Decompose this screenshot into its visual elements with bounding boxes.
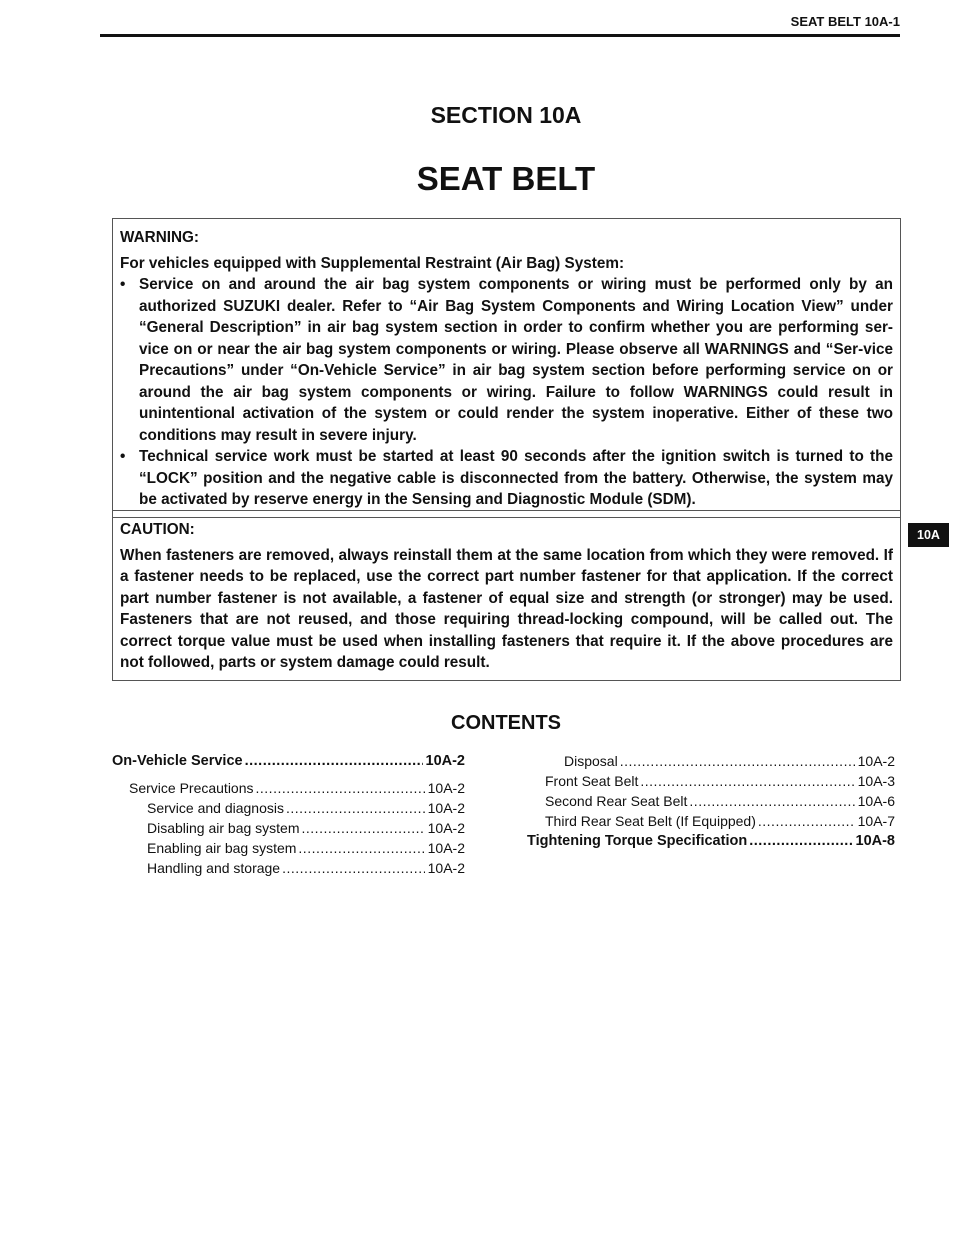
bullet-icon: •: [120, 448, 126, 465]
caution-text: When fasteners are removed, always reinstall them at the same location from which they were removed. If a fastener needs to be replaced, use the correct part number fastener for that application. If the correct part number fastener is not available, a fastener of equal size and strength (or stronger) may be used. Fasteners that are not reused, and those requiring thread-locking compound, will be called out. The correct torque value must be used when installing fasteners that require it. If the above procedures are not followed, parts or system damage could result.: [120, 546, 893, 671]
page-title: SEAT BELT: [416, 160, 596, 197]
toc-left-column: [112, 751, 465, 878]
warning-box: [112, 218, 901, 518]
toc-entry-service-and-diagnosis[interactable]: Service and diagnosis ..... 10A-2: [112, 798, 465, 818]
toc-entry-service-precautions[interactable]: Service Precautions ..... 10A-2: [112, 778, 465, 798]
toc-entry-handling-and-storage[interactable]: Handling and storage ..... 10A-2: [112, 858, 465, 878]
warning-intro: For vehicles equipped with Supplemental Restraint (Air Bag) System:: [120, 254, 625, 272]
toc-entry-disposal[interactable]: Disposal ..... 10A-2: [527, 751, 895, 771]
warning-bullet: [120, 274, 893, 446]
caution-label: CAUTION:: [120, 521, 195, 538]
section-title: SECTION 10A: [430, 102, 582, 128]
warning-bullet: [120, 446, 893, 511]
warning-bullet-text: Service on and around the air bag system components or wiring must be performed only by an authorized SUZUKI dealer. Refer to “Air Bag System Components and Wiring Location View” under “General Description” in air bag system section in order to confirm whether you are performing ser-vice on or near the air bag system components or wiring. Please observe all WARNINGS and “Ser-vice Precautions” under “On-Vehicle Service” in air bag system section before performing service on or around the air bag system components or wiring. Failure to follow WARNINGS could result in unintentional activation of the system or could render the system inoperative. Either of these two conditions may result in severe injury.: [139, 276, 893, 444]
toc-entry-on-vehicle-service[interactable]: On-Vehicle Service ..... 10A-2: [112, 751, 465, 771]
contents-title: CONTENTS: [451, 712, 561, 734]
running-header: SEAT BELT 10A-1: [790, 14, 900, 29]
header-rule: [100, 34, 900, 37]
toc-right-column: [527, 751, 895, 851]
caution-box: [112, 510, 901, 681]
toc-entry-enabling-air-bag[interactable]: Enabling air bag system ..... 10A-2: [112, 838, 465, 858]
toc-entry-front-seat-belt[interactable]: Front Seat Belt ..... 10A-3: [527, 771, 895, 791]
warning-bullet-text: Technical service work must be started at least 90 seconds after the ignition switch is turned to the “LOCK” position and the negative cable is disconnected from the battery. Otherwise, the system may be activated by reserve energy in the Sensing and Diagnostic Module (SDM).: [139, 448, 893, 508]
warning-bullet-list: [120, 274, 893, 511]
toc-entry-third-rear-seat-belt[interactable]: Third Rear Seat Belt (If Equipped) ..... 10A-7: [527, 811, 895, 831]
section-tab: 10A: [908, 523, 949, 547]
bullet-icon: •: [120, 276, 126, 293]
toc-entry-disabling-air-bag[interactable]: Disabling air bag system ..... 10A-2: [112, 818, 465, 838]
toc-entry-second-rear-seat-belt[interactable]: Second Rear Seat Belt ..... 10A-6: [527, 791, 895, 811]
toc-entry-tightening-torque[interactable]: Tightening Torque Specification ..... 10A-8: [527, 831, 895, 851]
warning-label: WARNING:: [120, 229, 200, 246]
